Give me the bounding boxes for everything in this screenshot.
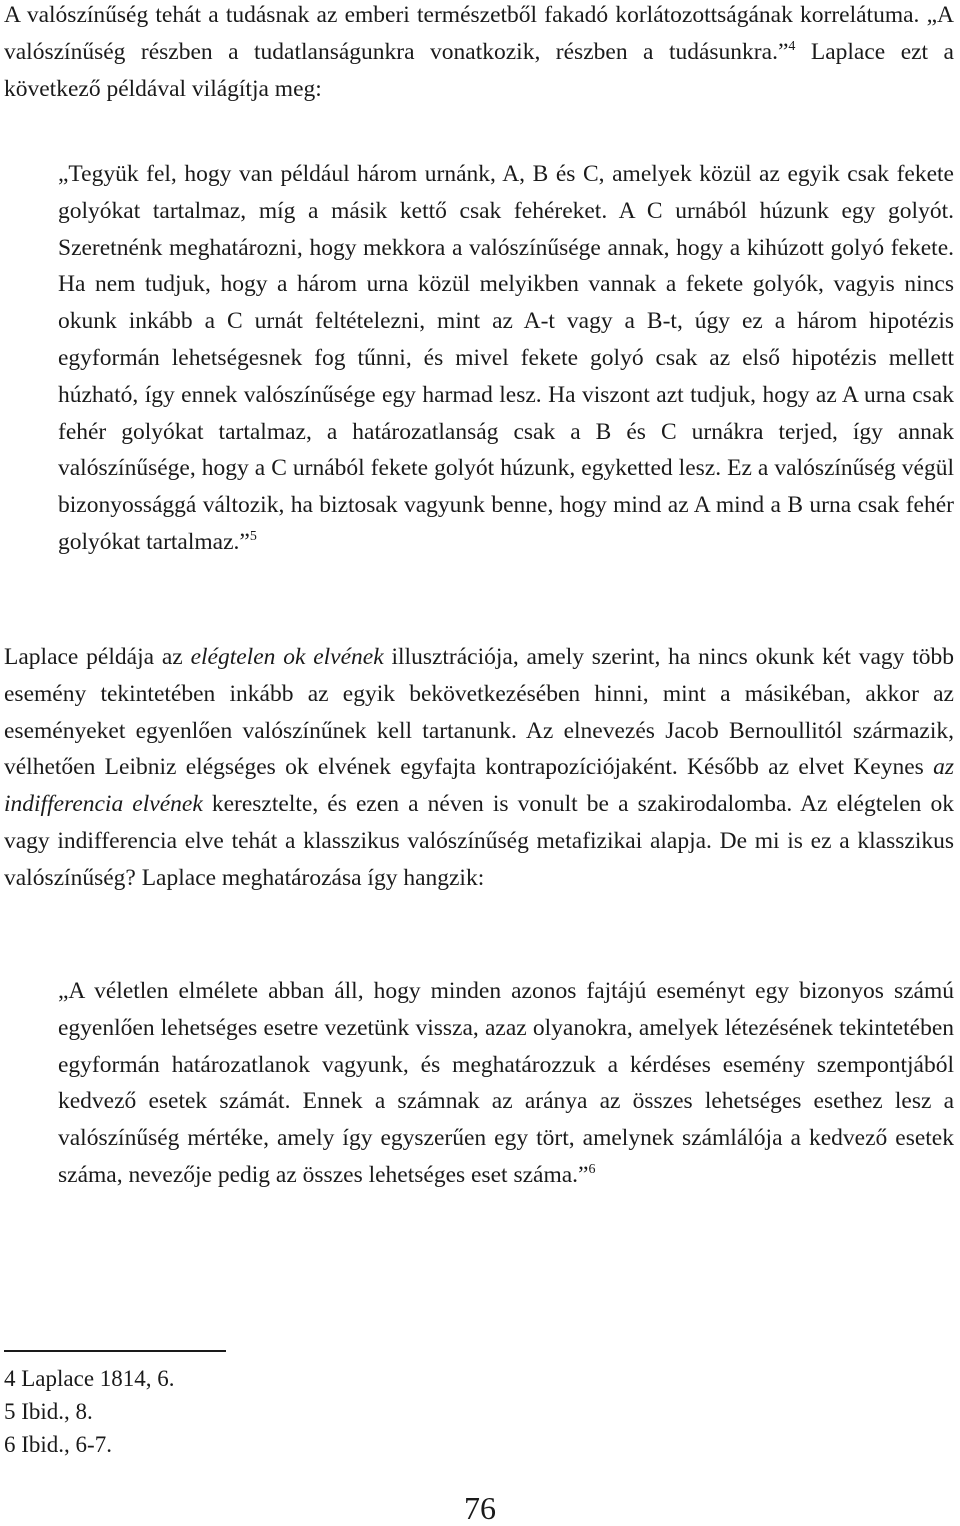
footnote-6: 6 Ibid., 6-7. <box>4 1432 112 1457</box>
paragraph-2-emphasis-a: elégtelen ok elvének <box>190 644 384 670</box>
footnote-ref-4: 4 <box>788 38 796 54</box>
block-quote-1 <box>58 156 954 561</box>
paragraph-2-emphasis-b: az indifferencia elvének <box>4 754 954 818</box>
footnote-5: 5 Ibid., 8. <box>4 1399 93 1424</box>
quote-2-text: „A véletlen elmélete abban áll, hogy minden azonos fajtájú eseményt egy bizonyos számú egyenlően lehetséges esetre vezetünk vissza, azaz olyanokra, amelyek létezésének tekintetében egyformán határozatlanok vagyunk, és meghatározzuk a kérdéses esemény szempontjából kedvező esetek számát. Ennek a számnak az aránya az összes lehetséges esethez lesz a valószínűség mértéke, amely így egyszerűen egy tört, amelynek számlálója a kedvező esetek száma, nevezője pedig az összes lehetséges eset száma.” <box>58 978 954 1188</box>
quote-1-text: „Tegyük fel, hogy van például három urnánk, A, B és C, amelyek közül az egyik csak fekete golyókat tartalmaz, míg a másik kettő csak fehéreket. A C urnából húzunk egy golyót. Szeretnénk meghatározni, hogy mekkora a valószínűsége annak, hogy a kihúzott golyó fekete. Ha nem tudjuk, hogy a három urna közül melyikben vannak a fekete golyók, vagyis nincs okunk inkább a C urnát feltételezni, mint az A-t vagy a B-t, úgy ez a három hipotézis egyformán lehetségesnek fog tűnni, és mivel fekete golyó csak az első hipotézis mellett húzható, így ennek valószínűsége egy harmad lesz. Ha viszont azt tudjuk, hogy az A urna csak fehér golyókat tartalmaz, a határozatlanság csak a B és C urnákra terjed, így annak valószínűsége, hogy a C urnából fekete golyót húzunk, egyketted lesz. Ez a valószínűség végül bizonyossággá változik, ha biztosak vagyunk benne, hogy mind az A mind a B urna csak fehér golyókat tartalmaz.” <box>58 161 954 555</box>
block-quote-2 <box>58 973 954 1194</box>
paragraph-2-text-a: Laplace példája az <box>4 644 191 670</box>
footnote-list <box>4 1362 175 1461</box>
page-number: 76 <box>464 1490 496 1526</box>
paragraph-2-text-b: illusztrációja, amely szerint, ha nincs okunk két vagy több esemény tekintetében inkább az egyik bekövetkezésében hinni, mint a másikéban, akkor az eseményeket egyenlően valószínűnek kell tartanunk. Az elnevezés Jacob Bernoullitól származik, vélhetően Leibniz elégséges ok elvének egyfajta kontrapozíciójaként. Később az elvet Keynes <box>4 644 954 781</box>
paragraph-2-text-c: keresztelte, és ezen a néven is vonult be a szakirodalomba. Az elégtelen ok vagy indifferencia elve tehát a klasszikus valószínűség metafizikai alapja. De mi is ez a klasszikus valószínűség? Laplace meghatározása így hangzik: <box>4 791 954 891</box>
paragraph-1-text-a: A valószínűség tehát a tudásnak az emberi természetből fakadó korlátozottságának korrelátuma. „A valószínűség részben a tudatlanságunkra vonatkozik, részben a tudásunkra.” <box>4 2 954 65</box>
body-paragraph-2 <box>4 639 954 897</box>
footnote-ref-5: 5 <box>249 528 257 544</box>
paragraph-1-text-b: Laplace ezt a következő példával világítja meg: <box>4 38 954 102</box>
body-paragraph-1 <box>4 0 954 107</box>
footnote-divider <box>4 1350 226 1352</box>
footnote-4: 4 Laplace 1814, 6. <box>4 1366 175 1391</box>
footnote-ref-6: 6 <box>588 1161 596 1177</box>
